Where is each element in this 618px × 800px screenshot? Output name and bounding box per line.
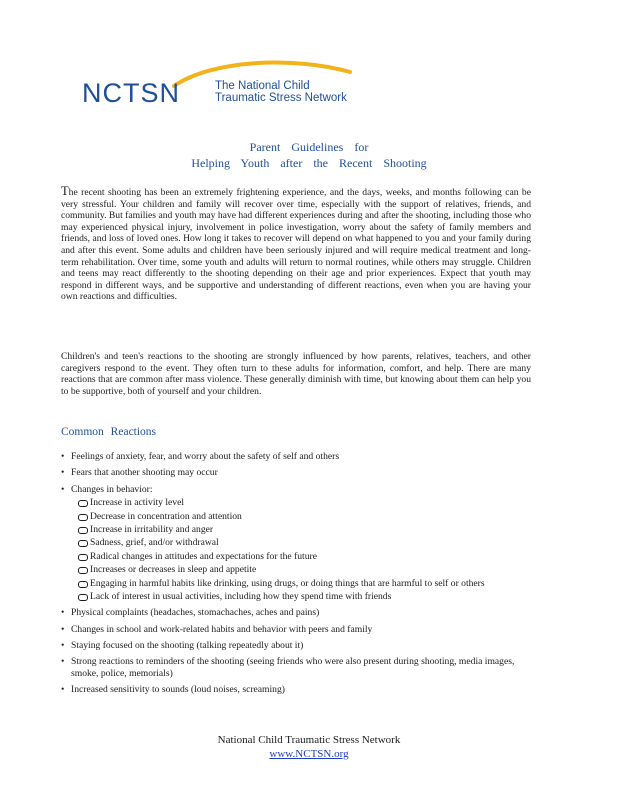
- list-item: • Increased sensitivity to sounds (loud noises, screaming): [61, 684, 531, 695]
- behavior-sublist: [77, 497, 531, 602]
- sublist-item: Increase in activity level: [77, 497, 531, 508]
- intro-paragraph-1-text: he recent shooting has been an extremely frightening experience, and the days, weeks, and months following can be very stressful. Your children and family will recover over time, especially with the support of relatives, friends, and community. But families and youth may have had different experiences during and after the shooting, including those who may experienced physical injury, involvement in police investigation, worry about the safety of family members and friends, and loss of loved ones. How long it takes to recover will depend on what happened to you and your family during and after this event. Some adults and children have been seriously injured and will require medical treatment and long-term rehabilitation. Over time, some youth and adults will return to normal routines, while others may struggle. Children and teens may react differently to the shooting depending on their age and prior experiences. Expect that youth may respond in different ways, and be supportive and understanding of different reactions, even when you are having your own reactions and difficulties.: [61, 187, 531, 303]
- list-item-text: Changes in behavior:: [71, 483, 153, 495]
- section-heading: Common Reactions: [61, 426, 157, 438]
- logo-acronym: NCTSN: [82, 78, 180, 108]
- sublist-item: Increase in irritability and anger: [77, 524, 531, 535]
- list-item: • Fears that another shooting may occur: [61, 467, 531, 478]
- sublist-item: Radical changes in attitudes and expectations for the future: [77, 551, 531, 562]
- intro-paragraph-1: [61, 186, 531, 303]
- list-item: • Staying focused on the shooting (talking repeatedly about it): [61, 640, 531, 651]
- sublist-item: Sadness, grief, and/or withdrawal: [77, 537, 531, 548]
- intro-paragraph-2: Children's and teen's reactions to the shooting are strongly influenced by how parents, relatives, teachers, and other caregivers respond to the event. They often turn to these adults for information, comfort, and help. There are many reactions that are common after mass violence. These generally diminish with time, but knowing about them can help you to be supportive, both of yourself and your children.: [61, 351, 531, 397]
- nctsn-logo: [82, 58, 352, 108]
- logo-line-2: Traumatic Stress Network: [215, 92, 347, 104]
- sublist-item: Engaging in harmful habits like drinking, using drugs, or doing things that are harmful to self or others: [77, 578, 531, 589]
- logo-line-1: The National Child: [215, 80, 310, 92]
- list-item: • Strong reactions to reminders of the shooting (seeing friends who were also present during shooting, media images, smoke, police, memorials): [61, 656, 531, 679]
- sublist-item: Lack of interest in usual activities, including how they spend time with friends: [77, 591, 531, 602]
- list-item: • Feelings of anxiety, fear, and worry about the safety of self and others: [61, 451, 531, 462]
- footer-link[interactable]: www.NCTSN.org: [269, 748, 349, 760]
- list-item: • Physical complaints (headaches, stomachaches, aches and pains): [61, 607, 531, 618]
- document-title-line-1: Parent Guidelines for: [249, 140, 369, 154]
- footer-org: National Child Traumatic Stress Network: [217, 734, 401, 746]
- reactions-list: [61, 451, 531, 701]
- sublist-item: Decrease in concentration and attention: [77, 511, 531, 522]
- document-title-line-2: Helping Youth after the Recent Shooting: [191, 156, 427, 170]
- list-item: [61, 484, 531, 602]
- logo-fullname: [215, 80, 347, 104]
- sublist-item: Increases or decreases in sleep and appetite: [77, 564, 531, 575]
- list-item: • Changes in school and work-related habits and behavior with peers and family: [61, 624, 531, 635]
- dropcap-letter: T: [61, 184, 69, 198]
